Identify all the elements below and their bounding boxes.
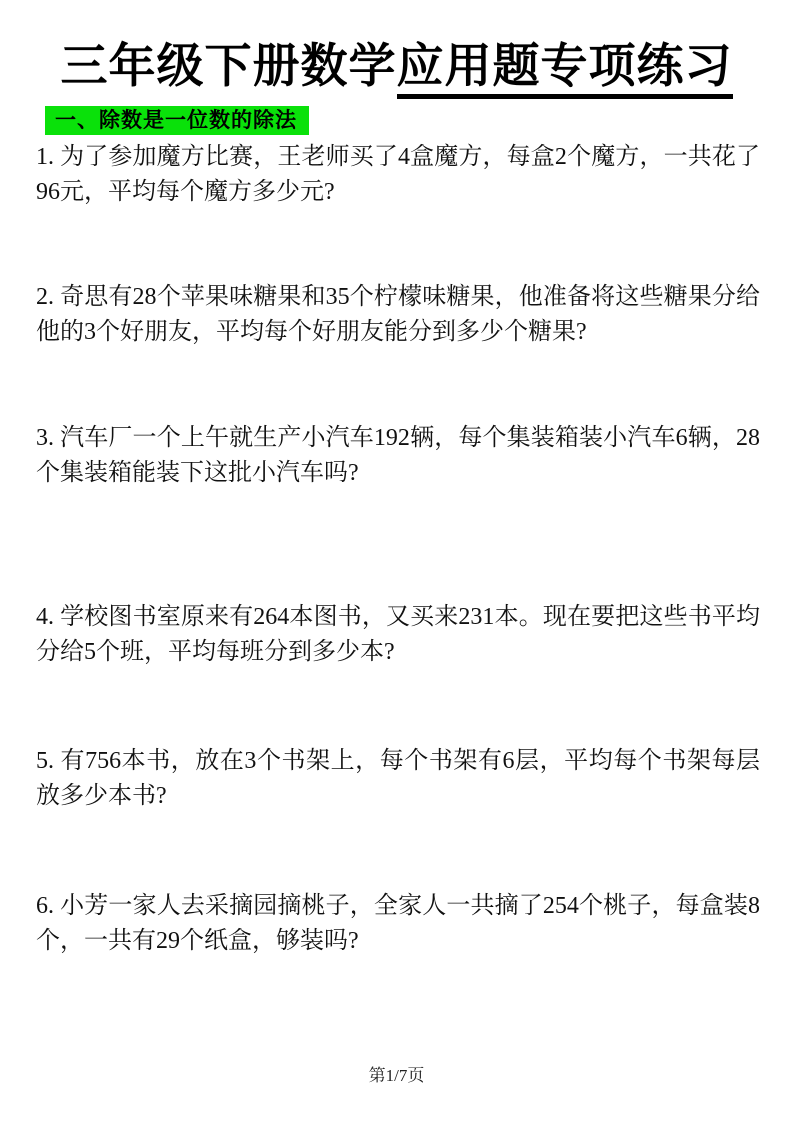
problem-4: 4. 学校图书室原来有264本图书，又买来231本。现在要把这些书平均分给5个班，平均每班分到多少本?	[36, 604, 760, 665]
problem-2: 2. 奇思有28个苹果味糖果和35个柠檬味糖果，他准备将这些糖果分给他的3个好朋友，平均每个好朋友能分到多少个糖果?	[36, 284, 760, 345]
page-number: 第1/7页	[368, 1066, 425, 1085]
problem-1: 1. 为了参加魔方比赛，王老师买了4盒魔方，每盒2个魔方，一共花了96元，平均每个魔方多少元?	[36, 144, 760, 205]
page-title-prefix: 三年级下册数学	[60, 39, 397, 92]
problem-5: 5. 有756本书，放在3个书架上，每个书架有6层，平均每个书架每层放多少本书?	[36, 748, 760, 809]
page-title-underlined: 应用题专项练习	[397, 39, 733, 99]
problem-3: 3. 汽车厂一个上午就生产小汽车192辆，每个集装箱装小汽车6辆，28个集装箱能装下这批小汽车吗?	[36, 425, 760, 486]
problem-6: 6. 小芳一家人去采摘园摘桃子，全家人一共摘了254个桃子，每盒装8个，一共有29个纸盒，够装吗?	[36, 893, 760, 954]
section-header-division: 一、除数是一位数的除法	[45, 106, 309, 135]
page-title	[0, 36, 793, 96]
